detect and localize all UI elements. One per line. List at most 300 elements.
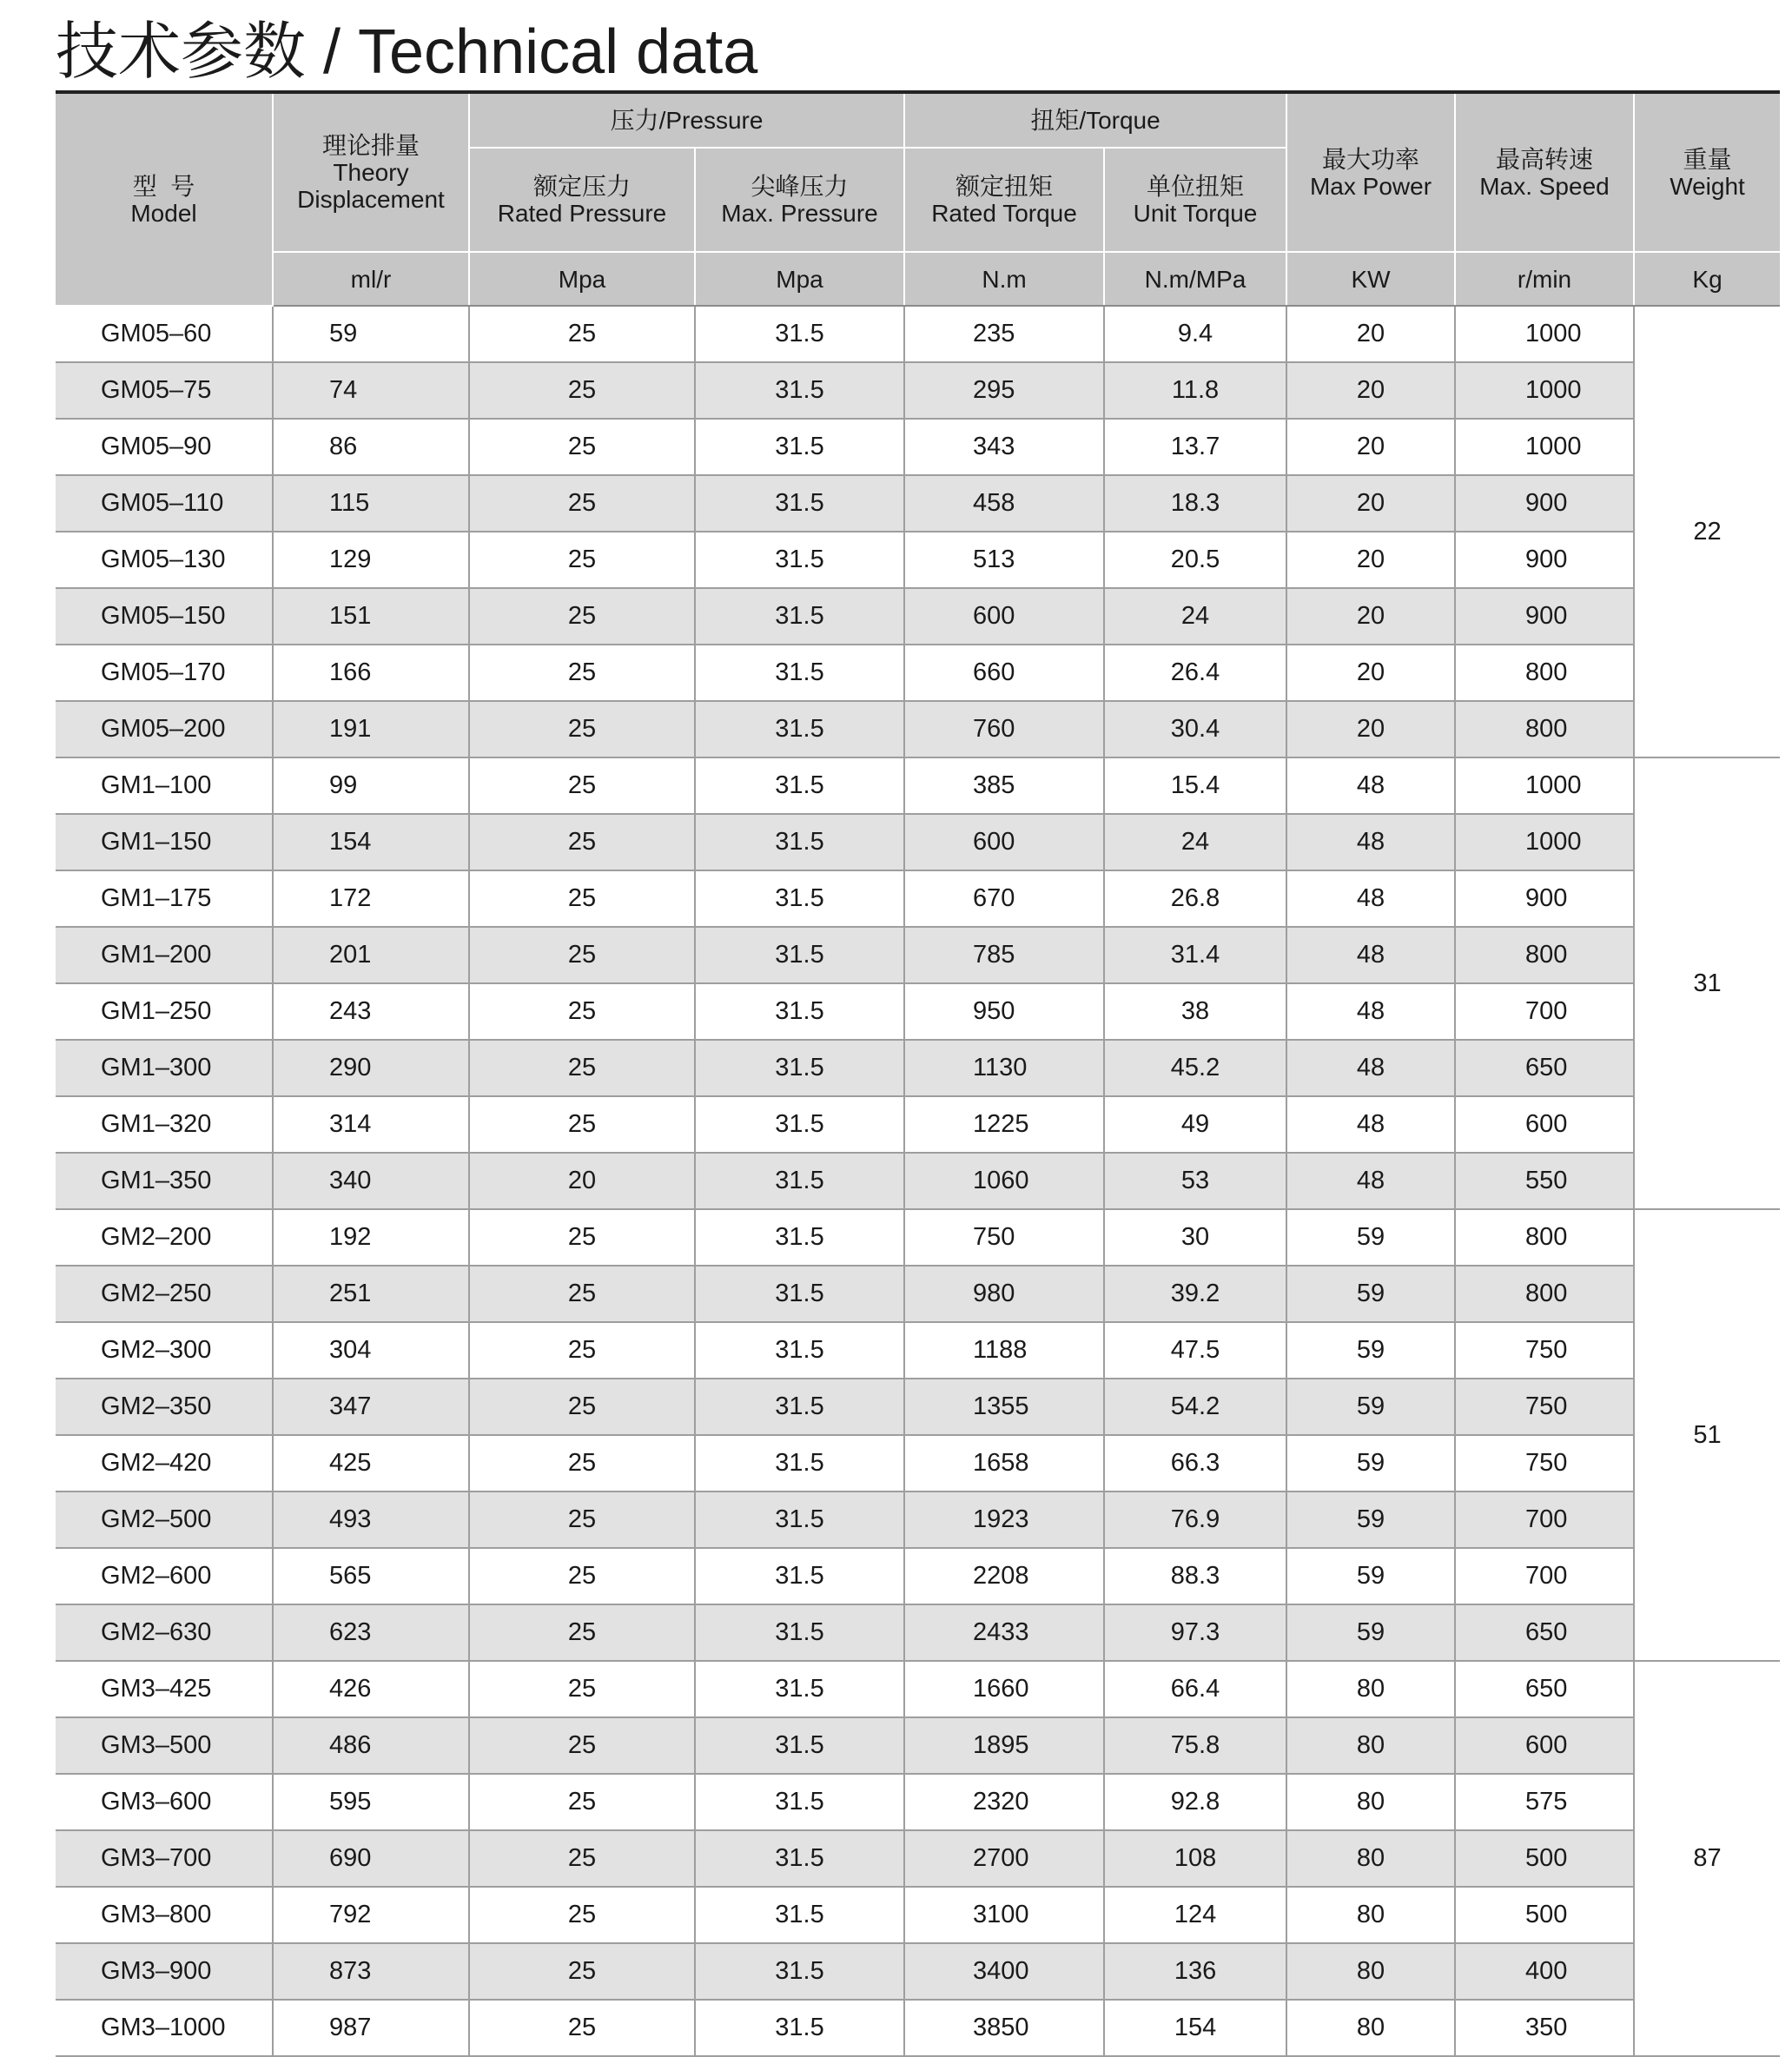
cell-rated-torque: 750 [904,1209,1104,1266]
cell-max-pressure: 31.5 [695,1266,904,1322]
header-max-pressure-en: Max. Pressure [721,200,878,227]
table-row [56,1379,1780,1435]
cell-rated-pressure: 25 [469,814,695,870]
header-displacement-en2: Displacement [297,186,445,213]
cell-unit-torque: 88.3 [1104,1548,1286,1604]
cell-max-power: 48 [1286,927,1455,983]
table-row [56,1096,1780,1153]
header-unit-torque-zh: 单位扭矩 [1147,173,1245,200]
cell-max-power: 20 [1286,532,1455,588]
cell-rated-pressure: 20 [469,1153,695,1209]
cell-max-pressure: 31.5 [695,1153,904,1209]
cell-max-speed: 650 [1455,1661,1634,1717]
table-row [56,1661,1780,1717]
header-model [56,94,273,306]
cell-max-pressure: 31.5 [695,701,904,757]
cell-max-power: 48 [1286,1040,1455,1096]
cell-displacement: 426 [273,1661,469,1717]
table-row [56,1040,1780,1096]
cell-model: GM3–600 [56,1774,273,1830]
header-weight [1634,94,1780,252]
table-row [56,1266,1780,1322]
table-row [56,701,1780,757]
cell-unit-torque: 54.2 [1104,1379,1286,1435]
header-model-zh: 型 号 [132,172,195,200]
table-row [56,475,1780,532]
header-max-power [1286,94,1455,252]
cell-max-speed: 1000 [1455,419,1634,475]
cell-unit-torque: 13.7 [1104,419,1286,475]
cell-displacement: 565 [273,1548,469,1604]
cell-displacement: 623 [273,1604,469,1661]
cell-max-pressure: 31.5 [695,588,904,645]
header-max-pressure-zh: 尖峰压力 [751,173,849,200]
header-unit-torque [1104,148,1286,252]
cell-max-pressure: 31.5 [695,1040,904,1096]
cell-max-pressure: 31.5 [695,532,904,588]
cell-model: GM05–60 [56,306,273,362]
unit-rated-pressure: Mpa [469,252,695,306]
cell-max-power: 20 [1286,588,1455,645]
header-rated-torque [904,148,1104,252]
cell-rated-pressure: 25 [469,1943,695,2000]
cell-displacement: 115 [273,475,469,532]
cell-max-speed: 600 [1455,1717,1634,1774]
cell-rated-torque: 343 [904,419,1104,475]
cell-max-pressure: 31.5 [695,306,904,362]
cell-weight: 22 [1634,306,1780,757]
cell-model: GM1–320 [56,1096,273,1153]
cell-max-speed: 900 [1455,475,1634,532]
cell-model: GM2–500 [56,1491,273,1548]
cell-unit-torque: 66.3 [1104,1435,1286,1491]
header-rated-pressure [469,148,695,252]
cell-rated-torque: 660 [904,645,1104,701]
table-row [56,1887,1780,1943]
cell-model: GM05–150 [56,588,273,645]
cell-max-pressure: 31.5 [695,1491,904,1548]
cell-rated-pressure: 25 [469,1040,695,1096]
cell-rated-torque: 600 [904,588,1104,645]
table-row [56,645,1780,701]
cell-max-power: 59 [1286,1209,1455,1266]
cell-max-power: 48 [1286,757,1455,814]
cell-displacement: 493 [273,1491,469,1548]
cell-displacement: 86 [273,419,469,475]
page-title: 技术参数 / Technical data [56,17,758,87]
cell-rated-torque: 1060 [904,1153,1104,1209]
cell-unit-torque: 53 [1104,1153,1286,1209]
cell-unit-torque: 39.2 [1104,1266,1286,1322]
cell-unit-torque: 15.4 [1104,757,1286,814]
cell-rated-torque: 2433 [904,1604,1104,1661]
cell-max-power: 59 [1286,1548,1455,1604]
cell-max-power: 20 [1286,701,1455,757]
cell-rated-torque: 1895 [904,1717,1104,1774]
cell-rated-torque: 2208 [904,1548,1104,1604]
cell-max-power: 80 [1286,1830,1455,1887]
cell-max-pressure: 31.5 [695,645,904,701]
cell-rated-torque: 785 [904,927,1104,983]
cell-unit-torque: 136 [1104,1943,1286,2000]
cell-max-pressure: 31.5 [695,419,904,475]
cell-max-power: 48 [1286,870,1455,927]
cell-max-pressure: 31.5 [695,1887,904,1943]
cell-weight: 51 [1634,1209,1780,1661]
cell-displacement: 304 [273,1322,469,1379]
cell-weight: 87 [1634,1661,1780,2056]
cell-max-speed: 700 [1455,1491,1634,1548]
cell-rated-torque: 2320 [904,1774,1104,1830]
table-row [56,588,1780,645]
cell-max-speed: 650 [1455,1040,1634,1096]
header-displacement-zh: 理论排量 [321,132,420,159]
cell-displacement: 340 [273,1153,469,1209]
cell-rated-torque: 1130 [904,1040,1104,1096]
cell-displacement: 347 [273,1379,469,1435]
cell-max-power: 20 [1286,362,1455,419]
cell-max-power: 80 [1286,2000,1455,2056]
cell-unit-torque: 49 [1104,1096,1286,1153]
cell-model: GM3–425 [56,1661,273,1717]
table-row [56,983,1780,1040]
cell-model: GM3–700 [56,1830,273,1887]
cell-rated-torque: 1355 [904,1379,1104,1435]
cell-max-pressure: 31.5 [695,1604,904,1661]
unit-weight: Kg [1634,252,1780,306]
header-weight-zh: 重量 [1683,145,1732,173]
table-row [56,1209,1780,1266]
table-body [56,306,1780,2056]
cell-model: GM05–170 [56,645,273,701]
cell-rated-pressure: 25 [469,870,695,927]
table-row [56,306,1780,362]
cell-rated-pressure: 25 [469,1266,695,1322]
cell-displacement: 192 [273,1209,469,1266]
cell-max-power: 20 [1286,419,1455,475]
cell-max-power: 59 [1286,1604,1455,1661]
cell-unit-torque: 26.4 [1104,645,1286,701]
table-row [56,1491,1780,1548]
cell-max-power: 80 [1286,1887,1455,1943]
cell-unit-torque: 24 [1104,588,1286,645]
cell-model: GM3–500 [56,1717,273,1774]
cell-max-speed: 1000 [1455,362,1634,419]
cell-weight: 31 [1634,757,1780,1209]
table-row [56,362,1780,419]
cell-model: GM2–200 [56,1209,273,1266]
cell-max-power: 80 [1286,1943,1455,2000]
cell-model: GM1–300 [56,1040,273,1096]
cell-max-speed: 800 [1455,701,1634,757]
cell-rated-torque: 458 [904,475,1104,532]
cell-max-speed: 1000 [1455,757,1634,814]
cell-model: GM1–100 [56,757,273,814]
header-max-power-en: Max Power [1309,172,1432,200]
cell-unit-torque: 45.2 [1104,1040,1286,1096]
table-row [56,1435,1780,1491]
cell-max-pressure: 31.5 [695,1322,904,1379]
cell-max-power: 80 [1286,1661,1455,1717]
cell-unit-torque: 24 [1104,814,1286,870]
cell-rated-torque: 2700 [904,1830,1104,1887]
cell-displacement: 987 [273,2000,469,2056]
cell-max-power: 80 [1286,1774,1455,1830]
cell-displacement: 191 [273,701,469,757]
table-row [56,1604,1780,1661]
cell-rated-pressure: 25 [469,1491,695,1548]
cell-model: GM05–110 [56,475,273,532]
cell-rated-pressure: 25 [469,475,695,532]
technical-data-table [56,94,1780,2057]
cell-max-pressure: 31.5 [695,1661,904,1717]
cell-max-speed: 800 [1455,927,1634,983]
cell-unit-torque: 75.8 [1104,1717,1286,1774]
cell-model: GM05–200 [56,701,273,757]
cell-model: GM2–250 [56,1266,273,1322]
cell-unit-torque: 47.5 [1104,1322,1286,1379]
cell-max-speed: 500 [1455,1887,1634,1943]
cell-unit-torque: 26.8 [1104,870,1286,927]
table-row [56,2000,1780,2056]
cell-unit-torque: 76.9 [1104,1491,1286,1548]
cell-unit-torque: 38 [1104,983,1286,1040]
header-max-power-zh: 最大功率 [1322,145,1420,173]
cell-displacement: 151 [273,588,469,645]
cell-max-speed: 400 [1455,1943,1634,2000]
cell-max-speed: 1000 [1455,814,1634,870]
cell-rated-pressure: 25 [469,1604,695,1661]
cell-rated-torque: 600 [904,814,1104,870]
cell-max-speed: 750 [1455,1322,1634,1379]
cell-unit-torque: 31.4 [1104,927,1286,983]
cell-model: GM1–200 [56,927,273,983]
cell-displacement: 154 [273,814,469,870]
table-row [56,419,1780,475]
cell-max-pressure: 31.5 [695,870,904,927]
cell-rated-pressure: 25 [469,532,695,588]
cell-rated-torque: 235 [904,306,1104,362]
cell-model: GM2–630 [56,1604,273,1661]
cell-rated-torque: 385 [904,757,1104,814]
cell-displacement: 59 [273,306,469,362]
cell-max-power: 80 [1286,1717,1455,1774]
cell-max-pressure: 31.5 [695,2000,904,2056]
cell-max-speed: 500 [1455,1830,1634,1887]
cell-rated-pressure: 25 [469,2000,695,2056]
cell-rated-torque: 513 [904,532,1104,588]
cell-displacement: 595 [273,1774,469,1830]
cell-rated-torque: 295 [904,362,1104,419]
header-pressure-group: 压力/Pressure [469,94,904,148]
cell-rated-torque: 1660 [904,1661,1104,1717]
cell-rated-torque: 1923 [904,1491,1104,1548]
header-rated-torque-zh: 额定扭矩 [956,173,1054,200]
unit-displacement: ml/r [273,252,469,306]
cell-unit-torque: 18.3 [1104,475,1286,532]
cell-displacement: 690 [273,1830,469,1887]
cell-unit-torque: 20.5 [1104,532,1286,588]
cell-rated-pressure: 25 [469,927,695,983]
cell-displacement: 166 [273,645,469,701]
cell-max-speed: 800 [1455,1209,1634,1266]
cell-rated-torque: 1658 [904,1435,1104,1491]
cell-rated-pressure: 25 [469,1548,695,1604]
cell-displacement: 74 [273,362,469,419]
table-row [56,814,1780,870]
cell-model: GM2–350 [56,1379,273,1435]
cell-model: GM2–600 [56,1548,273,1604]
cell-model: GM1–175 [56,870,273,927]
table-row [56,1322,1780,1379]
unit-max-pressure: Mpa [695,252,904,306]
cell-max-power: 59 [1286,1491,1455,1548]
cell-displacement: 290 [273,1040,469,1096]
cell-displacement: 792 [273,1887,469,1943]
cell-max-power: 59 [1286,1322,1455,1379]
cell-max-pressure: 31.5 [695,1717,904,1774]
cell-rated-torque: 3100 [904,1887,1104,1943]
header-rated-torque-en: Rated Torque [931,200,1077,227]
cell-max-speed: 575 [1455,1774,1634,1830]
cell-model: GM1–250 [56,983,273,1040]
cell-unit-torque: 11.8 [1104,362,1286,419]
table-row [56,1153,1780,1209]
cell-model: GM1–350 [56,1153,273,1209]
cell-max-speed: 900 [1455,532,1634,588]
cell-unit-torque: 30 [1104,1209,1286,1266]
cell-max-pressure: 31.5 [695,1830,904,1887]
cell-rated-pressure: 25 [469,1717,695,1774]
cell-displacement: 129 [273,532,469,588]
table-row [56,532,1780,588]
cell-rated-torque: 760 [904,701,1104,757]
cell-max-speed: 800 [1455,1266,1634,1322]
unit-max-speed: r/min [1455,252,1634,306]
cell-displacement: 243 [273,983,469,1040]
cell-max-pressure: 31.5 [695,1096,904,1153]
table-row [56,1717,1780,1774]
cell-max-speed: 350 [1455,2000,1634,2056]
cell-max-pressure: 31.5 [695,814,904,870]
table-row [56,1774,1780,1830]
cell-model: GM05–130 [56,532,273,588]
cell-displacement: 425 [273,1435,469,1491]
header-max-pressure [695,148,904,252]
cell-rated-pressure: 25 [469,1096,695,1153]
header-unit-torque-en: Unit Torque [1133,200,1258,227]
cell-model: GM05–90 [56,419,273,475]
cell-max-pressure: 31.5 [695,927,904,983]
header-torque-group: 扭矩/Torque [904,94,1286,148]
cell-displacement: 99 [273,757,469,814]
unit-rated-torque: N.m [904,252,1104,306]
table-row [56,1943,1780,2000]
cell-max-speed: 750 [1455,1435,1634,1491]
cell-model: GM3–900 [56,1943,273,2000]
cell-displacement: 873 [273,1943,469,2000]
cell-rated-torque: 670 [904,870,1104,927]
header-max-speed [1455,94,1634,252]
header-rated-pressure-zh: 额定压力 [532,173,631,200]
cell-displacement: 172 [273,870,469,927]
cell-max-power: 20 [1286,645,1455,701]
cell-max-pressure: 31.5 [695,1435,904,1491]
table-row [56,870,1780,927]
cell-max-pressure: 31.5 [695,1548,904,1604]
cell-max-power: 59 [1286,1379,1455,1435]
cell-unit-torque: 154 [1104,2000,1286,2056]
cell-displacement: 251 [273,1266,469,1322]
table-row [56,1548,1780,1604]
cell-max-power: 48 [1286,1096,1455,1153]
cell-unit-torque: 124 [1104,1887,1286,1943]
cell-model: GM05–75 [56,362,273,419]
header-displacement-en1: Theory [333,159,409,186]
cell-displacement: 201 [273,927,469,983]
unit-unit-torque: N.m/MPa [1104,252,1286,306]
cell-displacement: 314 [273,1096,469,1153]
cell-max-power: 48 [1286,814,1455,870]
cell-max-power: 20 [1286,475,1455,532]
header-max-speed-zh: 最高转速 [1496,145,1594,173]
cell-model: GM3–800 [56,1887,273,1943]
cell-max-pressure: 31.5 [695,475,904,532]
cell-max-pressure: 31.5 [695,983,904,1040]
cell-max-pressure: 31.5 [695,757,904,814]
cell-unit-torque: 92.8 [1104,1774,1286,1830]
cell-model: GM2–300 [56,1322,273,1379]
cell-rated-torque: 3400 [904,1943,1104,2000]
cell-rated-pressure: 25 [469,419,695,475]
cell-model: GM2–420 [56,1435,273,1491]
cell-rated-torque: 1188 [904,1322,1104,1379]
table-row [56,757,1780,814]
cell-rated-pressure: 25 [469,701,695,757]
cell-rated-torque: 980 [904,1266,1104,1322]
cell-max-power: 48 [1286,983,1455,1040]
cell-unit-torque: 108 [1104,1830,1286,1887]
table-row [56,1830,1780,1887]
header-displacement [273,94,469,252]
cell-max-speed: 650 [1455,1604,1634,1661]
cell-max-power: 59 [1286,1435,1455,1491]
cell-max-power: 48 [1286,1153,1455,1209]
cell-max-speed: 900 [1455,870,1634,927]
unit-max-power: KW [1286,252,1455,306]
cell-max-pressure: 31.5 [695,362,904,419]
cell-rated-pressure: 25 [469,645,695,701]
cell-unit-torque: 97.3 [1104,1604,1286,1661]
cell-model: GM1–150 [56,814,273,870]
cell-unit-torque: 9.4 [1104,306,1286,362]
cell-rated-pressure: 25 [469,1379,695,1435]
cell-rated-pressure: 25 [469,983,695,1040]
cell-unit-torque: 30.4 [1104,701,1286,757]
cell-rated-pressure: 25 [469,362,695,419]
cell-rated-pressure: 25 [469,306,695,362]
cell-rated-pressure: 25 [469,588,695,645]
cell-max-speed: 800 [1455,645,1634,701]
cell-max-pressure: 31.5 [695,1943,904,2000]
cell-max-pressure: 31.5 [695,1209,904,1266]
cell-rated-pressure: 25 [469,1435,695,1491]
cell-max-pressure: 31.5 [695,1774,904,1830]
cell-rated-torque: 1225 [904,1096,1104,1153]
cell-rated-pressure: 25 [469,757,695,814]
cell-rated-pressure: 25 [469,1322,695,1379]
cell-rated-pressure: 25 [469,1887,695,1943]
